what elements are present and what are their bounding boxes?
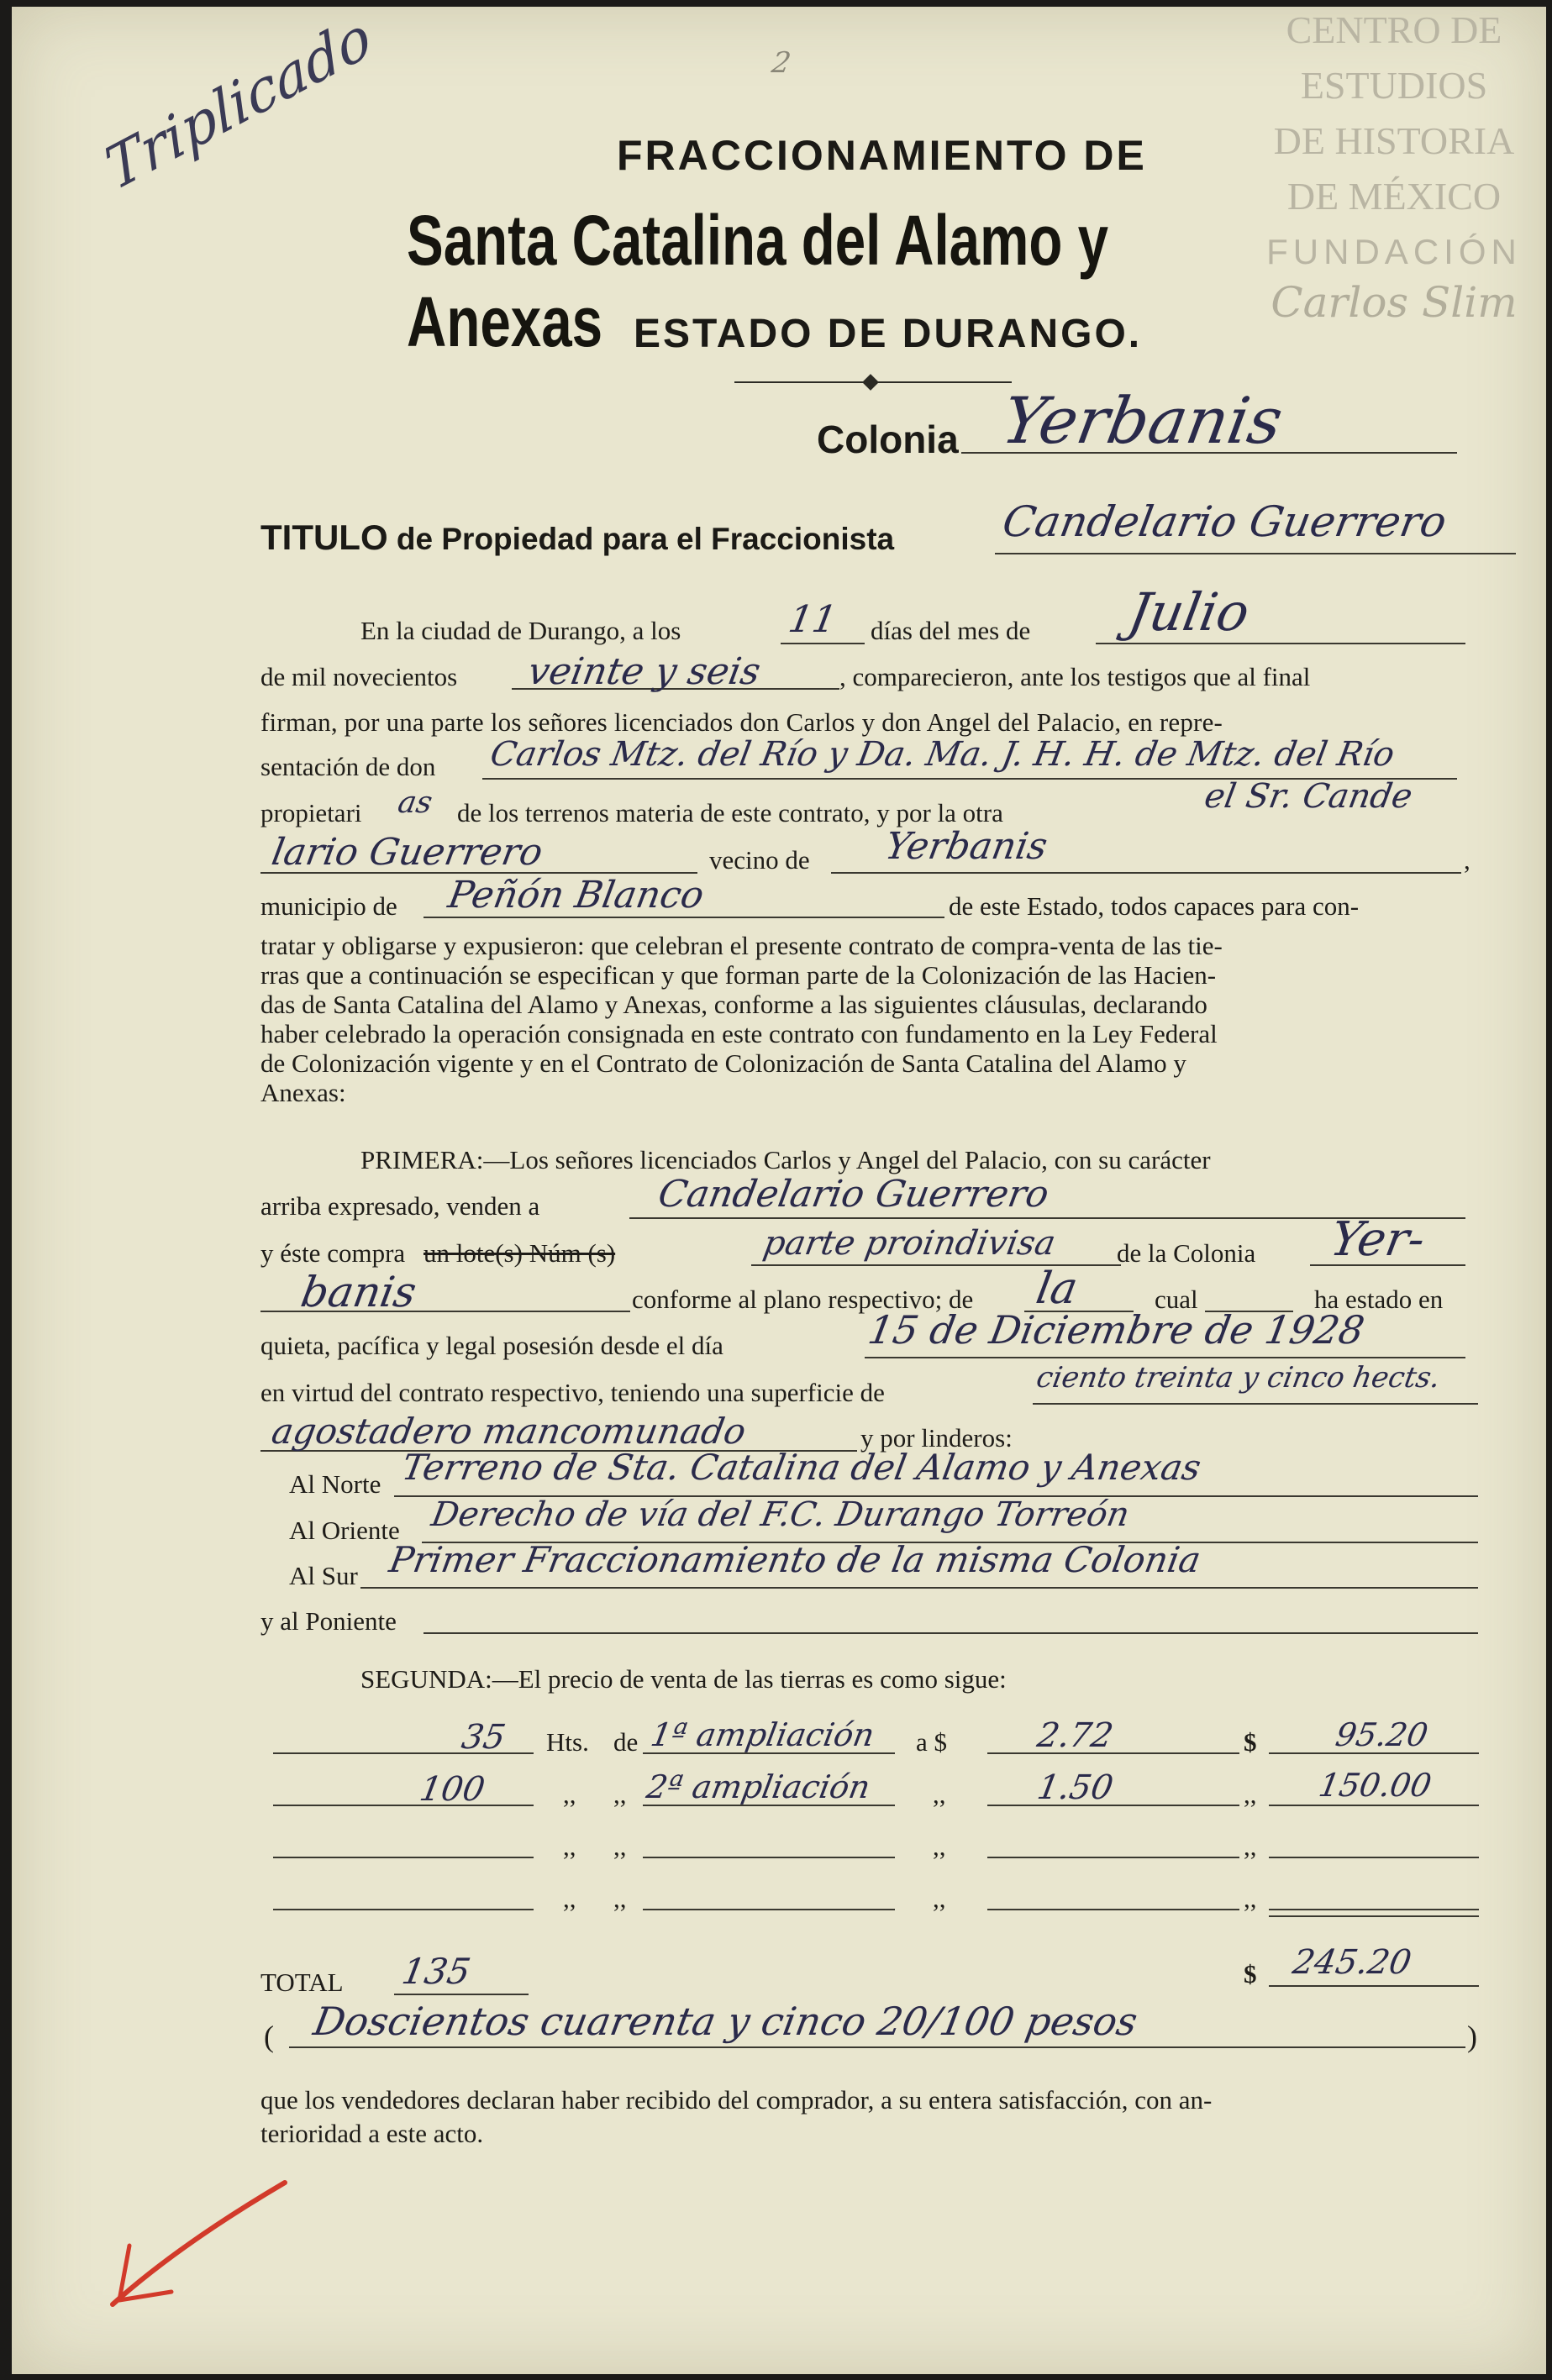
colonia-ref-1: Yer- bbox=[1326, 1212, 1429, 1267]
ditto-mark: ,, bbox=[613, 1884, 627, 1913]
intro-rest bbox=[260, 931, 1481, 1107]
ditto-mark: ,, bbox=[1244, 1831, 1257, 1861]
residence-value: Yerbanis bbox=[881, 825, 1051, 868]
ditto-mark: ,, bbox=[933, 1779, 946, 1809]
header-ornament bbox=[734, 376, 1012, 388]
poniente-label: y al Poniente bbox=[260, 1606, 397, 1636]
area-value-1: ciento treinta y cinco hects. bbox=[1034, 1361, 1444, 1395]
open-paren: ( bbox=[264, 2020, 274, 2053]
sur-value: Primer Fraccionamiento de la misma Colonia bbox=[386, 1539, 1204, 1580]
oriente-label: Al Oriente bbox=[289, 1516, 400, 1545]
ditto-mark: ,, bbox=[933, 1831, 946, 1861]
ditto-mark: ,, bbox=[563, 1831, 576, 1861]
intro-line-4a: sentación de don bbox=[260, 752, 436, 781]
other-party-1: el Sr. Cande bbox=[1201, 777, 1416, 816]
fraccionista-name: Candelario Guerrero bbox=[998, 497, 1450, 546]
norte-value: Terreno de Sta. Catalina del Alamo y Anexas bbox=[398, 1447, 1204, 1488]
intro-line-7b: de este Estado, todos capaces para con- bbox=[949, 891, 1360, 921]
intro-rest-line: das de Santa Catalina del Alamo y Anexas, conforme a las siguientes cláusulas, declarando bbox=[260, 990, 1207, 1019]
hts-label: Hts. bbox=[546, 1727, 589, 1757]
sur-label: Al Sur bbox=[289, 1561, 358, 1590]
intro-line-1b: días del mes de bbox=[871, 616, 1031, 645]
ditto-mark: ,, bbox=[1244, 1884, 1257, 1913]
intro-line-5a: propietari bbox=[260, 798, 362, 827]
ditto-mark: ,, bbox=[1244, 1779, 1257, 1809]
buyer-value: Candelario Guerrero bbox=[655, 1173, 1053, 1216]
close-paren: ) bbox=[1467, 2020, 1477, 2053]
row-desc: 2ª ampliación bbox=[644, 1768, 873, 1805]
intro-line-2b: , comparecieron, ante los testigos que al final bbox=[839, 662, 1311, 691]
ditto-mark: ,, bbox=[933, 1884, 946, 1913]
header-line-1: FRACCIONAMIENTO DE bbox=[617, 132, 1147, 179]
titulo-label bbox=[260, 518, 894, 558]
total-hts: 135 bbox=[398, 1951, 474, 1992]
colonia-label: Colonia bbox=[817, 418, 959, 461]
price-table bbox=[260, 1712, 1487, 1931]
primera-line-2a: arriba expresado, venden a bbox=[260, 1191, 540, 1221]
watermark-signature: Carlos Slim bbox=[1271, 278, 1518, 327]
primera-line-6a: en virtud del contrato respectivo, teniendo una superficie de bbox=[260, 1378, 885, 1407]
row-hts: 35 bbox=[458, 1718, 508, 1757]
de-label: de bbox=[613, 1727, 639, 1757]
colonia-ref-2: banis bbox=[297, 1268, 420, 1316]
titulo-rest: de Propiedad para el Fraccionista bbox=[396, 522, 895, 556]
owners-suffix: as bbox=[395, 785, 435, 820]
ditto-mark: ,, bbox=[613, 1779, 627, 1809]
primera-line-4a: conforme al plano respectivo; de bbox=[632, 1285, 974, 1314]
header-line-3: ESTADO DE DURANGO. bbox=[634, 312, 1143, 356]
triplicado-annotation: Triplicado bbox=[98, 3, 379, 205]
intro-line-2a: de mil novecientos bbox=[260, 662, 458, 691]
row-price: 1.50 bbox=[1034, 1768, 1117, 1807]
watermark-line: ESTUDIOS bbox=[1300, 64, 1488, 107]
intro-rest-line: Anexas: bbox=[260, 1078, 346, 1107]
page-number: 2 bbox=[769, 46, 794, 80]
lot-ref-value: la bbox=[1032, 1264, 1081, 1314]
lot-value: parte proindivisa bbox=[760, 1224, 1059, 1263]
year-value: veinte y seis bbox=[524, 650, 764, 693]
intro-rest-line: de Colonización vigente y en el Contrato de Colonización de Santa Catalina del Alamo y bbox=[260, 1048, 1186, 1078]
total-label: TOTAL bbox=[260, 1968, 344, 1997]
row-total: 95.20 bbox=[1333, 1716, 1431, 1753]
red-pencil-mark bbox=[104, 2166, 297, 2317]
primera-line-7a: y por linderos: bbox=[860, 1423, 1013, 1453]
primera-line-3-struck: un lote(s) Núm (s) bbox=[424, 1238, 616, 1268]
colonia-value: Yerbanis bbox=[997, 383, 1289, 458]
area-value-2: agostadero mancomunado bbox=[268, 1411, 750, 1452]
oriente-value: Derecho de vía del F.C. Durango Torreón bbox=[428, 1495, 1133, 1534]
row-price: 2.72 bbox=[1034, 1716, 1117, 1755]
intro-line-6a: vecino de bbox=[709, 845, 810, 875]
norte-label: Al Norte bbox=[289, 1469, 381, 1499]
primera-line-3b: de la Colonia bbox=[1117, 1238, 1256, 1268]
watermark-line: DE MÉXICO bbox=[1286, 175, 1502, 218]
closing-line-1: que los vendedores declaran haber recibido del comprador, a su entera satisfacción, con an- bbox=[260, 2085, 1213, 2115]
primera-line-5a: quieta, pacífica y legal posesión desde el día bbox=[260, 1331, 723, 1360]
document-title: Santa Catalina del Alamo y Anexas bbox=[407, 201, 1109, 361]
a-label: a $ bbox=[916, 1727, 948, 1757]
possession-date: 15 de Diciembre de 1928 bbox=[865, 1307, 1368, 1353]
watermark-line: DE HISTORIA bbox=[1273, 119, 1515, 162]
ditto-mark: ,, bbox=[613, 1831, 627, 1861]
intro-rest-line: tratar y obligarse y expusieron: que celebran el presente contrato de compra-venta de las tie- bbox=[260, 931, 1223, 960]
intro-line-7a: municipio de bbox=[260, 891, 397, 921]
intro-rest-line: rras que a continuación se especifican y que forman parte de la Colonización de las Hacien- bbox=[260, 960, 1217, 990]
intro-line-3: firman, por una parte los señores licenciados don Carlos y don Angel del Palacio, en repre- bbox=[260, 707, 1223, 737]
primera-line-4c: ha estado en bbox=[1314, 1285, 1444, 1314]
row-total: 150.00 bbox=[1316, 1767, 1434, 1804]
total-amount: 245.20 bbox=[1289, 1943, 1415, 1982]
row-hts: 100 bbox=[416, 1770, 488, 1809]
primera-line-1: PRIMERA:—Los señores licenciados Carlos y Angel del Palacio, con su carácter bbox=[360, 1145, 1211, 1174]
intro-line-1a: En la ciudad de Durango, a los bbox=[360, 616, 681, 645]
closing-line-2: terioridad a este acto. bbox=[260, 2119, 484, 2148]
total-dollar-sign: $ bbox=[1244, 1959, 1257, 1989]
ditto-mark: ,, bbox=[563, 1884, 576, 1913]
intro-line-6b: , bbox=[1464, 845, 1470, 875]
month-value: Julio bbox=[1123, 581, 1255, 643]
document-page bbox=[12, 3, 1546, 2374]
dollar-sign: $ bbox=[1244, 1727, 1257, 1757]
intro-rest-line: haber celebrado la operación consignada en este contrato con fundamento en la Ley Federal bbox=[260, 1019, 1218, 1048]
watermark-line: CENTRO DE bbox=[1286, 8, 1502, 51]
ditto-mark: ,, bbox=[563, 1779, 576, 1809]
municipality-value: Peñón Blanco bbox=[445, 874, 708, 917]
other-party-2: lario Guerrero bbox=[268, 831, 546, 874]
titulo-bold: TITULO bbox=[260, 518, 388, 557]
day-value: 11 bbox=[785, 598, 840, 641]
total-in-words: Doscientos cuarenta y cinco 20/100 pesos bbox=[310, 1999, 1141, 2044]
owners-value: Carlos Mtz. del Río y Da. Ma. J. H. H. de Mtz. del Río bbox=[487, 735, 1397, 774]
segunda-heading: SEGUNDA:—El precio de venta de las tierras es como sigue: bbox=[360, 1664, 1007, 1694]
row-desc: 1ª ampliación bbox=[648, 1716, 877, 1753]
primera-line-3a: y éste compra bbox=[260, 1238, 406, 1268]
primera-line-4b: cual bbox=[1155, 1285, 1198, 1314]
intro-line-5b: de los terrenos materia de este contrato, y por la otra bbox=[457, 798, 1003, 827]
watermark-line: FUNDACIÓN bbox=[1266, 232, 1522, 271]
